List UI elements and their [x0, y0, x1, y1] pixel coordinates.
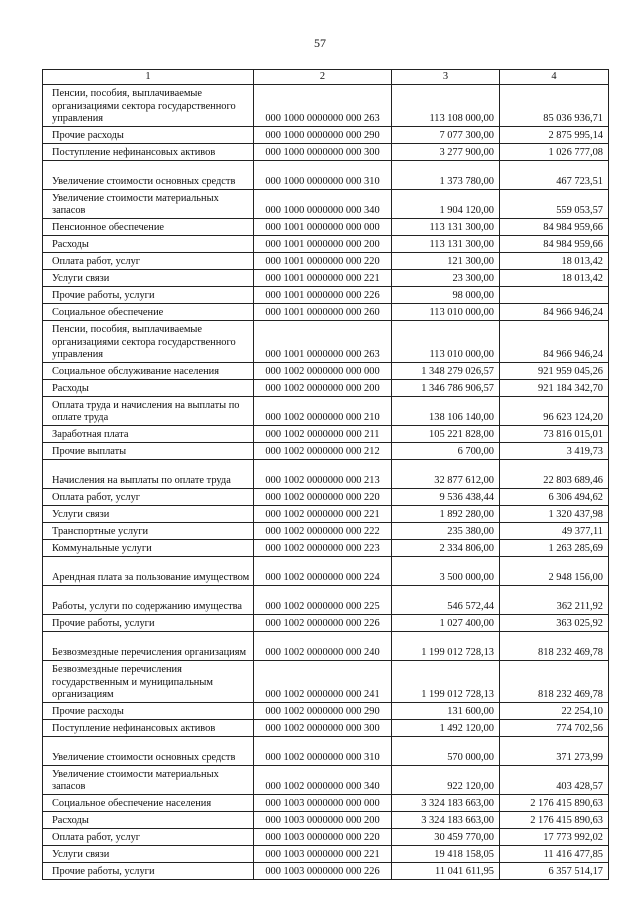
row-code-cell: 000 1001 0000000 000 226	[254, 287, 392, 304]
row-plan-cell: 113 010 000,00	[392, 304, 500, 321]
row-plan-cell: 1 199 012 728,13	[392, 632, 500, 661]
row-name-cell: Начисления на выплаты по оплате труда	[43, 460, 254, 489]
row-fact-cell: 96 623 124,20	[500, 397, 609, 426]
table-row	[43, 85, 609, 127]
row-fact-cell: 818 232 469,78	[500, 632, 609, 661]
row-code-cell: 000 1002 0000000 000 210	[254, 397, 392, 426]
row-plan-cell: 1 892 280,00	[392, 506, 500, 523]
table-row	[43, 557, 609, 586]
row-fact-cell: 18 013,42	[500, 270, 609, 287]
row-code-cell: 000 1000 0000000 000 263	[254, 85, 392, 127]
row-name-cell: Поступление нефинансовых активов	[43, 720, 254, 737]
row-code-cell: 000 1002 0000000 000 240	[254, 632, 392, 661]
row-code-cell: 000 1001 0000000 000 000	[254, 219, 392, 236]
table-row	[43, 586, 609, 615]
row-fact-cell: 2 948 156,00	[500, 557, 609, 586]
row-name-cell: Расходы	[43, 380, 254, 397]
row-fact-cell: 2 875 995,14	[500, 127, 609, 144]
row-name-cell: Безвозмездные перечисления организациям	[43, 632, 254, 661]
row-name-cell: Оплата работ, услуг	[43, 489, 254, 506]
row-code-cell: 000 1002 0000000 000 000	[254, 363, 392, 380]
row-fact-cell: 2 176 415 890,63	[500, 812, 609, 829]
column-header-4: 4	[500, 70, 609, 85]
row-plan-cell: 113 010 000,00	[392, 321, 500, 363]
row-fact-cell: 84 984 959,66	[500, 219, 609, 236]
table-row	[43, 766, 609, 795]
table-row	[43, 236, 609, 253]
row-fact-cell: 6 306 494,62	[500, 489, 609, 506]
row-name-cell: Заработная плата	[43, 426, 254, 443]
row-fact-cell: 921 959 045,26	[500, 363, 609, 380]
row-name-cell: Прочие расходы	[43, 127, 254, 144]
row-fact-cell: 1 263 285,69	[500, 540, 609, 557]
row-name-cell: Пенсии, пособия, выплачиваемые организациями сектора государственного управления	[43, 85, 254, 127]
row-code-cell: 000 1003 0000000 000 220	[254, 829, 392, 846]
row-name-cell: Увеличение стоимости основных средств	[43, 161, 254, 190]
row-plan-cell: 32 877 612,00	[392, 460, 500, 489]
row-code-cell: 000 1002 0000000 000 222	[254, 523, 392, 540]
row-name-cell: Прочие расходы	[43, 703, 254, 720]
row-name-cell: Оплата работ, услуг	[43, 829, 254, 846]
table-row	[43, 190, 609, 219]
row-fact-cell: 1 026 777,08	[500, 144, 609, 161]
row-code-cell: 000 1003 0000000 000 000	[254, 795, 392, 812]
table-row	[43, 127, 609, 144]
table-row	[43, 426, 609, 443]
table-row	[43, 829, 609, 846]
table-row	[43, 863, 609, 880]
row-fact-cell: 559 053,57	[500, 190, 609, 219]
row-fact-cell: 1 320 437,98	[500, 506, 609, 523]
table-row	[43, 523, 609, 540]
row-code-cell: 000 1002 0000000 000 300	[254, 720, 392, 737]
row-fact-cell: 84 966 946,24	[500, 304, 609, 321]
row-fact-cell: 22 254,10	[500, 703, 609, 720]
row-code-cell: 000 1002 0000000 000 241	[254, 661, 392, 703]
table-row	[43, 615, 609, 632]
page-number: 57	[314, 36, 326, 50]
table-row	[43, 219, 609, 236]
row-fact-cell: 362 211,92	[500, 586, 609, 615]
row-name-cell: Социальное обеспечение	[43, 304, 254, 321]
row-code-cell: 000 1000 0000000 000 290	[254, 127, 392, 144]
table-row	[43, 161, 609, 190]
row-name-cell: Пенсионное обеспечение	[43, 219, 254, 236]
row-name-cell: Работы, услуги по содержанию имущества	[43, 586, 254, 615]
row-code-cell: 000 1002 0000000 000 226	[254, 615, 392, 632]
row-fact-cell: 84 966 946,24	[500, 321, 609, 363]
table-row	[43, 846, 609, 863]
row-name-cell: Арендная плата за пользование имуществом	[43, 557, 254, 586]
row-plan-cell: 6 700,00	[392, 443, 500, 460]
row-code-cell: 000 1003 0000000 000 221	[254, 846, 392, 863]
row-fact-cell	[500, 287, 609, 304]
row-plan-cell: 1 373 780,00	[392, 161, 500, 190]
row-plan-cell: 1 492 120,00	[392, 720, 500, 737]
row-fact-cell: 3 419,73	[500, 443, 609, 460]
row-plan-cell: 113 131 300,00	[392, 236, 500, 253]
row-name-cell: Прочие работы, услуги	[43, 287, 254, 304]
table-row	[43, 489, 609, 506]
row-plan-cell: 7 077 300,00	[392, 127, 500, 144]
row-name-cell: Пенсии, пособия, выплачиваемые организациями сектора государственного управления	[43, 321, 254, 363]
row-name-cell: Прочие работы, услуги	[43, 615, 254, 632]
row-code-cell: 000 1001 0000000 000 220	[254, 253, 392, 270]
row-name-cell: Увеличение стоимости материальных запасов	[43, 190, 254, 219]
row-code-cell: 000 1002 0000000 000 225	[254, 586, 392, 615]
row-name-cell: Прочие выплаты	[43, 443, 254, 460]
row-code-cell: 000 1000 0000000 000 340	[254, 190, 392, 219]
table-row	[43, 144, 609, 161]
table-row	[43, 540, 609, 557]
row-plan-cell: 113 131 300,00	[392, 219, 500, 236]
row-code-cell: 000 1002 0000000 000 213	[254, 460, 392, 489]
table-row	[43, 270, 609, 287]
row-fact-cell: 84 984 959,66	[500, 236, 609, 253]
table-row	[43, 304, 609, 321]
row-code-cell: 000 1002 0000000 000 310	[254, 737, 392, 766]
row-name-cell: Коммунальные услуги	[43, 540, 254, 557]
row-name-cell: Прочие работы, услуги	[43, 863, 254, 880]
row-plan-cell: 1 027 400,00	[392, 615, 500, 632]
row-name-cell: Расходы	[43, 236, 254, 253]
row-name-cell: Оплата работ, услуг	[43, 253, 254, 270]
row-name-cell: Увеличение стоимости материальных запасов	[43, 766, 254, 795]
row-fact-cell: 818 232 469,78	[500, 661, 609, 703]
row-plan-cell: 2 334 806,00	[392, 540, 500, 557]
table-row	[43, 720, 609, 737]
row-fact-cell: 6 357 514,17	[500, 863, 609, 880]
row-plan-cell: 19 418 158,05	[392, 846, 500, 863]
column-header-3: 3	[392, 70, 500, 85]
row-name-cell: Расходы	[43, 812, 254, 829]
row-name-cell: Увеличение стоимости основных средств	[43, 737, 254, 766]
row-name-cell: Транспортные услуги	[43, 523, 254, 540]
row-code-cell: 000 1000 0000000 000 310	[254, 161, 392, 190]
row-code-cell: 000 1003 0000000 000 200	[254, 812, 392, 829]
table-row	[43, 397, 609, 426]
row-code-cell: 000 1002 0000000 000 223	[254, 540, 392, 557]
row-name-cell: Социальное обеспечение населения	[43, 795, 254, 812]
row-plan-cell: 131 600,00	[392, 703, 500, 720]
row-plan-cell: 9 536 438,44	[392, 489, 500, 506]
row-name-cell: Услуги связи	[43, 506, 254, 523]
table-row	[43, 795, 609, 812]
row-fact-cell: 73 816 015,01	[500, 426, 609, 443]
row-code-cell: 000 1001 0000000 000 260	[254, 304, 392, 321]
row-fact-cell: 85 036 936,71	[500, 85, 609, 127]
table-row	[43, 287, 609, 304]
table-row	[43, 632, 609, 661]
row-plan-cell: 23 300,00	[392, 270, 500, 287]
row-plan-cell: 113 108 000,00	[392, 85, 500, 127]
table-row	[43, 380, 609, 397]
row-fact-cell: 18 013,42	[500, 253, 609, 270]
table-row	[43, 443, 609, 460]
table-row	[43, 253, 609, 270]
row-name-cell: Оплата труда и начисления на выплаты по оплате труда	[43, 397, 254, 426]
budget-table-body	[43, 70, 609, 880]
row-plan-cell: 98 000,00	[392, 287, 500, 304]
row-plan-cell: 570 000,00	[392, 737, 500, 766]
row-fact-cell: 403 428,57	[500, 766, 609, 795]
row-plan-cell: 3 324 183 663,00	[392, 795, 500, 812]
table-row	[43, 737, 609, 766]
row-code-cell: 000 1002 0000000 000 221	[254, 506, 392, 523]
row-name-cell: Услуги связи	[43, 846, 254, 863]
row-plan-cell: 922 120,00	[392, 766, 500, 795]
row-fact-cell: 774 702,56	[500, 720, 609, 737]
row-plan-cell: 1 346 786 906,57	[392, 380, 500, 397]
row-plan-cell: 121 300,00	[392, 253, 500, 270]
row-code-cell: 000 1002 0000000 000 200	[254, 380, 392, 397]
row-fact-cell: 49 377,11	[500, 523, 609, 540]
row-code-cell: 000 1003 0000000 000 226	[254, 863, 392, 880]
row-name-cell: Социальное обслуживание населения	[43, 363, 254, 380]
row-code-cell: 000 1002 0000000 000 340	[254, 766, 392, 795]
row-code-cell: 000 1002 0000000 000 290	[254, 703, 392, 720]
row-fact-cell: 371 273,99	[500, 737, 609, 766]
row-plan-cell: 138 106 140,00	[392, 397, 500, 426]
table-row	[43, 661, 609, 703]
row-code-cell: 000 1001 0000000 000 221	[254, 270, 392, 287]
row-plan-cell: 3 277 900,00	[392, 144, 500, 161]
row-plan-cell: 546 572,44	[392, 586, 500, 615]
row-plan-cell: 235 380,00	[392, 523, 500, 540]
row-name-cell: Безвозмездные перечисления государственным и муниципальным организациям	[43, 661, 254, 703]
row-plan-cell: 105 221 828,00	[392, 426, 500, 443]
row-code-cell: 000 1002 0000000 000 220	[254, 489, 392, 506]
row-fact-cell: 363 025,92	[500, 615, 609, 632]
row-code-cell: 000 1002 0000000 000 212	[254, 443, 392, 460]
row-fact-cell: 467 723,51	[500, 161, 609, 190]
row-plan-cell: 1 199 012 728,13	[392, 661, 500, 703]
table-row	[43, 321, 609, 363]
header-row	[43, 70, 609, 85]
row-code-cell: 000 1001 0000000 000 263	[254, 321, 392, 363]
row-fact-cell: 22 803 689,46	[500, 460, 609, 489]
column-header-1: 1	[43, 70, 254, 85]
row-plan-cell: 3 324 183 663,00	[392, 812, 500, 829]
table-row	[43, 506, 609, 523]
row-name-cell: Поступление нефинансовых активов	[43, 144, 254, 161]
table-row	[43, 363, 609, 380]
row-plan-cell: 11 041 611,95	[392, 863, 500, 880]
row-code-cell: 000 1000 0000000 000 300	[254, 144, 392, 161]
row-plan-cell: 3 500 000,00	[392, 557, 500, 586]
row-fact-cell: 11 416 477,85	[500, 846, 609, 863]
row-code-cell: 000 1002 0000000 000 224	[254, 557, 392, 586]
row-plan-cell: 1 348 279 026,57	[392, 363, 500, 380]
table-row	[43, 703, 609, 720]
row-code-cell: 000 1001 0000000 000 200	[254, 236, 392, 253]
row-code-cell: 000 1002 0000000 000 211	[254, 426, 392, 443]
budget-table	[42, 69, 609, 880]
row-fact-cell: 2 176 415 890,63	[500, 795, 609, 812]
table-row	[43, 460, 609, 489]
row-plan-cell: 1 904 120,00	[392, 190, 500, 219]
row-fact-cell: 17 773 992,02	[500, 829, 609, 846]
row-plan-cell: 30 459 770,00	[392, 829, 500, 846]
row-fact-cell: 921 184 342,70	[500, 380, 609, 397]
row-name-cell: Услуги связи	[43, 270, 254, 287]
column-header-2: 2	[254, 70, 392, 85]
table-row	[43, 812, 609, 829]
